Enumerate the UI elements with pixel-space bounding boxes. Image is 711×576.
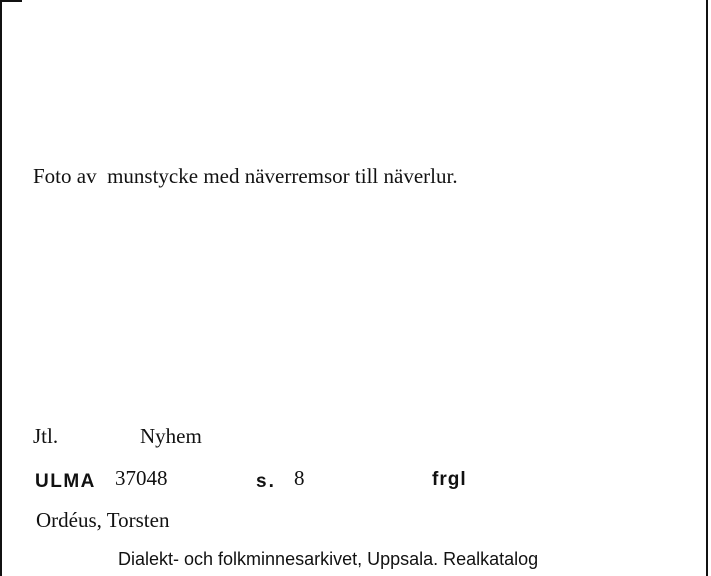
card-right-border xyxy=(706,0,708,576)
page-number: 8 xyxy=(294,466,305,490)
archive-code: ULMA xyxy=(35,471,96,492)
item-description: Foto av munstycke med näverremsor till näverlur. xyxy=(33,164,458,188)
place-name: Nyhem xyxy=(140,424,202,448)
card-corner-mark xyxy=(0,0,22,2)
page-label: s. xyxy=(256,471,276,492)
archive-footer: Dialekt- och folkminnesarkivet, Uppsala. Realkatalog xyxy=(118,549,539,569)
card-left-border xyxy=(0,0,2,576)
archive-number: 37048 xyxy=(115,466,168,490)
questionnaire-code: frgl xyxy=(432,469,467,490)
collector-name: Ordéus, Torsten xyxy=(36,508,170,532)
parish-abbreviation: Jtl. xyxy=(33,424,59,448)
